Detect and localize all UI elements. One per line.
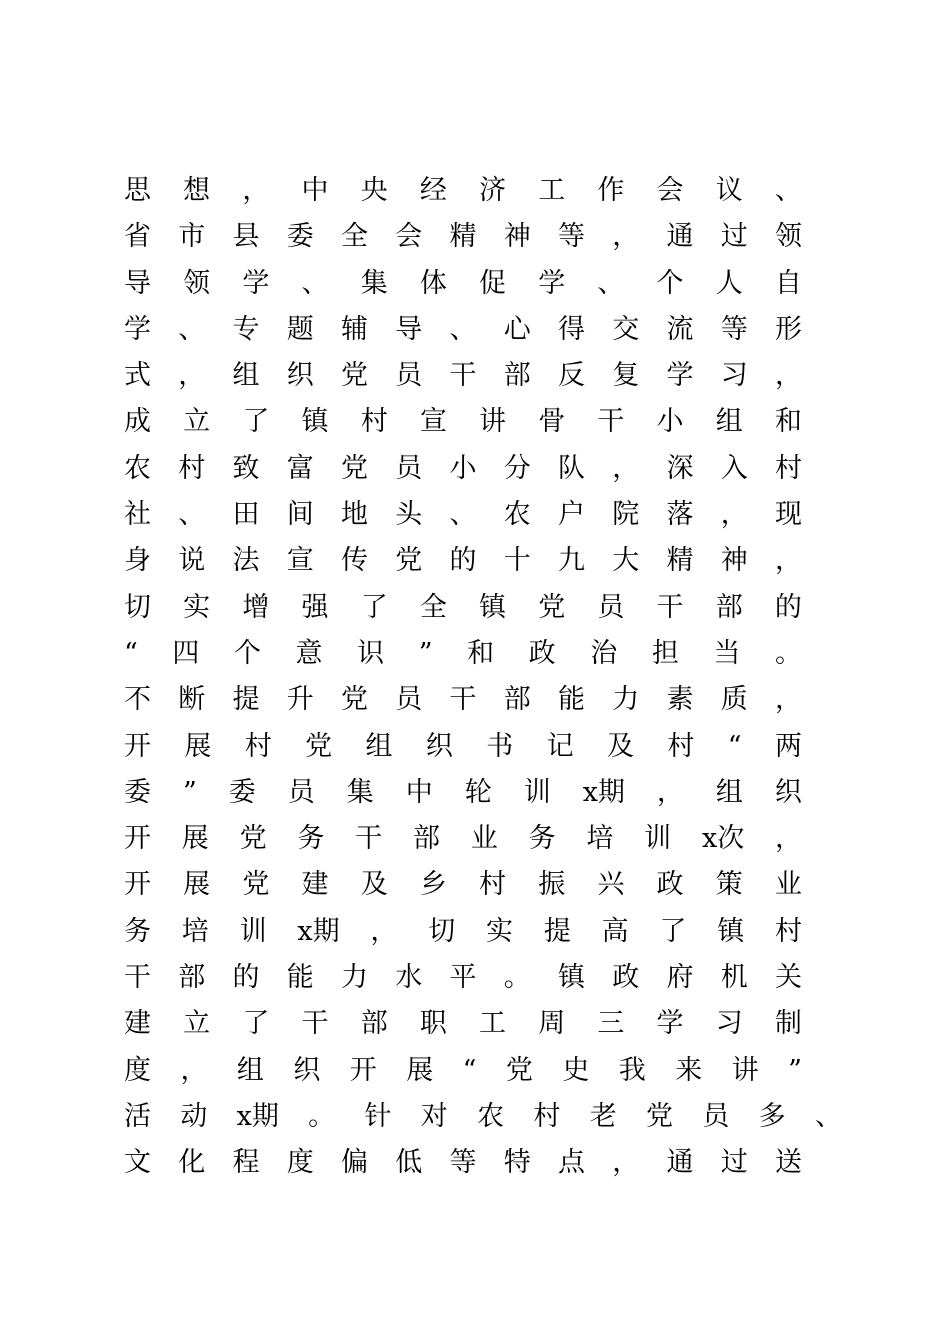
glyph: 及 (360, 869, 388, 901)
glyph: 村 (479, 869, 507, 901)
glyph: 程 (232, 1147, 260, 1179)
glyph: 、 (449, 313, 477, 345)
glyph: 户 (558, 499, 585, 531)
glyph: 员 (395, 452, 423, 484)
glyph: 党 (341, 360, 368, 392)
glyph: ， (242, 175, 270, 206)
glyph: 周 (538, 1008, 566, 1040)
glyph: ， (612, 452, 640, 484)
text-line (124, 214, 802, 260)
glyph: 切 (124, 591, 151, 623)
glyph: 组 (365, 730, 393, 762)
glyph: 辅 (341, 313, 368, 345)
glyph: 建 (301, 869, 329, 901)
glyph: 培 (586, 823, 614, 855)
glyph: 实 (183, 591, 211, 623)
glyph: 能 (558, 684, 585, 716)
glyph: 学 (656, 1008, 684, 1040)
glyph: 文 (124, 1147, 151, 1179)
glyph: 四 (172, 637, 200, 669)
text-line (124, 1140, 802, 1186)
glyph: 讲 (731, 1054, 759, 1086)
glyph: 职 (419, 1008, 447, 1040)
glyph: 党 (505, 1054, 533, 1086)
glyph: 部 (503, 360, 531, 392)
text-line (124, 538, 802, 584)
glyph: 的 (232, 962, 260, 994)
glyph: 素 (666, 684, 694, 716)
glyph: 省 (124, 221, 151, 253)
glyph: 对 (420, 1100, 448, 1132)
glyph: 通 (666, 221, 694, 253)
glyph: 个 (233, 637, 261, 669)
glyph: 、 (814, 1100, 842, 1132)
glyph: 分 (503, 452, 531, 484)
glyph: ， (720, 499, 748, 531)
glyph: 展 (406, 1054, 434, 1086)
glyph: 乡 (419, 869, 447, 901)
glyph: 低 (395, 1147, 423, 1179)
glyph: 心 (503, 313, 531, 345)
glyph: 精 (449, 221, 477, 253)
glyph: 干 (449, 684, 477, 716)
text-line (124, 1001, 802, 1047)
glyph: 识 (357, 637, 385, 669)
glyph: 镇 (301, 406, 329, 438)
glyph: 工 (479, 1008, 507, 1040)
glyph: 展 (184, 730, 212, 762)
glyph: 政 (656, 869, 684, 901)
glyph: 部 (503, 684, 531, 716)
glyph: 农 (503, 499, 531, 531)
glyph: 和 (774, 406, 802, 438)
glyph: 小 (449, 452, 477, 484)
glyph: 不 (124, 684, 151, 716)
glyph: 切 (428, 915, 456, 947)
glyph: 当 (713, 637, 741, 669)
glyph: 导 (124, 267, 151, 299)
glyph: 致 (232, 452, 260, 484)
glyph: 过 (720, 1147, 748, 1179)
glyph: 九 (558, 545, 585, 577)
glyph: 间 (286, 499, 314, 531)
glyph: “ (462, 1054, 477, 1086)
glyph: 兴 (597, 869, 625, 901)
text-line (124, 1048, 802, 1094)
text-line (124, 585, 802, 631)
glyph: 组 (715, 406, 743, 438)
glyph: ， (178, 360, 206, 392)
glyph: 党 (395, 545, 423, 577)
glyph: 、 (597, 267, 625, 299)
glyph: 法 (232, 545, 260, 577)
glyph: 村 (360, 406, 388, 438)
glyph: 神 (720, 545, 748, 577)
glyph: 提 (232, 684, 260, 716)
glyph: 务 (297, 823, 325, 855)
text-line (124, 816, 802, 862)
glyph: 老 (589, 1100, 617, 1132)
body-text (124, 168, 842, 1187)
glyph: 及 (607, 730, 634, 762)
glyph: 平 (449, 962, 477, 994)
glyph: 镇 (558, 962, 585, 994)
glyph: 村 (667, 730, 695, 762)
glyph: 镇 (479, 591, 507, 623)
glyph: 党 (239, 823, 267, 855)
text-line (124, 677, 802, 723)
text-line (124, 492, 802, 538)
text-line (124, 955, 802, 1001)
glyph: 等 (720, 313, 748, 345)
glyph: 策 (715, 869, 743, 901)
text-line (124, 399, 802, 445)
glyph: 全 (341, 221, 368, 253)
glyph: 村 (244, 730, 272, 762)
text-line (124, 261, 802, 307)
glyph: 务 (124, 915, 151, 947)
glyph: 集 (346, 776, 374, 808)
glyph: 训 (644, 823, 672, 855)
glyph: 党 (646, 1100, 674, 1132)
glyph: 工 (538, 175, 566, 206)
glyph: 织 (286, 360, 314, 392)
glyph: 度 (124, 1054, 151, 1086)
glyph: 学 (538, 267, 566, 299)
glyph: 治 (590, 637, 618, 669)
glyph: 大 (612, 545, 640, 577)
glyph: 组 (715, 776, 743, 808)
glyph: 中 (405, 776, 433, 808)
glyph: 委 (286, 221, 314, 253)
glyph: 实 (486, 915, 514, 947)
glyph: 员 (702, 1100, 730, 1132)
glyph: 书 (486, 730, 514, 762)
glyph: 干 (449, 360, 477, 392)
glyph: 开 (349, 1054, 377, 1086)
glyph: 开 (124, 823, 151, 855)
text-line (124, 770, 802, 816)
glyph: 业 (470, 823, 498, 855)
glyph: 政 (528, 637, 556, 669)
glyph: 。 (503, 962, 531, 994)
glyph: 精 (666, 545, 694, 577)
glyph: 两 (774, 730, 802, 762)
glyph: 建 (124, 1008, 151, 1040)
glyph: 学 (666, 360, 694, 392)
glyph: 党 (305, 730, 333, 762)
glyph: 化 (178, 1147, 206, 1179)
glyph: 社 (124, 499, 151, 531)
glyph: 部 (715, 591, 743, 623)
glyph: ” (182, 776, 197, 808)
glyph: 机 (720, 962, 748, 994)
glyph: “ (727, 730, 742, 762)
glyph: 活 (124, 1100, 151, 1132)
glyph: 展 (181, 823, 209, 855)
glyph: 针 (364, 1100, 392, 1132)
glyph: 县 (232, 221, 260, 253)
glyph: 升 (286, 684, 314, 716)
glyph: 意 (295, 637, 323, 669)
glyph: 提 (543, 915, 571, 947)
glyph: 部 (412, 823, 440, 855)
glyph: ， (775, 360, 802, 392)
glyph: 偏 (341, 1147, 368, 1179)
glyph: 形 (775, 313, 802, 345)
glyph: 的 (774, 591, 802, 623)
glyph: 强 (301, 591, 329, 623)
glyph: 领 (775, 221, 802, 253)
glyph: 三 (597, 1008, 625, 1040)
glyph: 关 (775, 962, 802, 994)
glyph: 展 (183, 869, 211, 901)
glyph: 领 (183, 267, 211, 299)
glyph: 身 (124, 545, 151, 577)
glyph: 。 (308, 1100, 336, 1132)
glyph: 十 (503, 545, 531, 577)
glyph: 业 (774, 869, 802, 901)
glyph: 党 (341, 452, 368, 484)
glyph: 高 (601, 915, 629, 947)
glyph: 干 (301, 1008, 329, 1040)
glyph: 专 (232, 313, 260, 345)
glyph: 和 (467, 637, 495, 669)
glyph: 部 (178, 962, 206, 994)
glyph: 农 (477, 1100, 505, 1132)
text-line (124, 631, 802, 677)
glyph: 特 (503, 1147, 531, 1179)
glyph: 题 (286, 313, 314, 345)
glyph: 了 (659, 915, 687, 947)
glyph: 组 (232, 360, 260, 392)
glyph: 立 (183, 406, 211, 438)
glyph: 度 (286, 1147, 314, 1179)
glyph: 振 (538, 869, 566, 901)
glyph: 富 (286, 452, 314, 484)
glyph: 想 (183, 175, 211, 206)
glyph: 了 (360, 591, 388, 623)
glyph: 落 (666, 499, 694, 531)
text-line (124, 862, 802, 908)
glyph: 体 (419, 267, 447, 299)
glyph: 干 (355, 823, 383, 855)
glyph: 促 (479, 267, 507, 299)
glyph: 、 (178, 313, 206, 345)
glyph: 现 (775, 499, 802, 531)
glyph: 作 (597, 175, 625, 206)
glyph: 宣 (419, 406, 447, 438)
glyph: 干 (124, 962, 151, 994)
glyph: 政 (612, 962, 640, 994)
glyph: 习 (715, 1008, 743, 1040)
glyph: 会 (656, 175, 684, 206)
glyph: 开 (124, 869, 151, 901)
glyph: 院 (612, 499, 640, 531)
glyph: 集 (360, 267, 388, 299)
glyph: 质 (720, 684, 748, 716)
glyph: 地 (341, 499, 368, 531)
glyph: 织 (425, 730, 453, 762)
glyph: 。 (774, 637, 802, 669)
glyph: 干 (597, 406, 625, 438)
glyph: 等 (558, 221, 585, 253)
glyph: ” (788, 1054, 802, 1086)
glyph: 会 (395, 221, 423, 253)
glyph: 增 (242, 591, 270, 623)
glyph: 头 (395, 499, 423, 531)
text-line (124, 1094, 842, 1140)
glyph: ， (612, 1147, 640, 1179)
glyph: 送 (775, 1147, 802, 1179)
glyph: 队 (558, 452, 585, 484)
glyph: 党 (341, 684, 368, 716)
glyph: 得 (558, 313, 585, 345)
glyph: 了 (242, 406, 270, 438)
glyph: ， (775, 684, 802, 716)
glyph: 全 (419, 591, 447, 623)
glyph: 镇 (717, 915, 745, 947)
glyph: 议 (715, 175, 743, 206)
glyph: 党 (242, 869, 270, 901)
glyph: 训 (239, 915, 267, 947)
glyph: 员 (395, 360, 423, 392)
glyph: 能 (286, 962, 314, 994)
glyph: 村 (775, 452, 802, 484)
glyph: 央 (360, 175, 388, 206)
glyph: 水 (395, 962, 423, 994)
glyph: 思 (124, 175, 151, 206)
glyph: 宣 (286, 545, 314, 577)
glyph: 轮 (464, 776, 492, 808)
glyph: 史 (562, 1054, 590, 1086)
glyph: 、 (449, 499, 477, 531)
glyph: ， (775, 823, 802, 855)
text-line (124, 168, 802, 214)
glyph: 小 (656, 406, 684, 438)
glyph: ， (370, 915, 398, 947)
glyph: 说 (178, 545, 206, 577)
glyph: 通 (666, 1147, 694, 1179)
glyph: 了 (242, 1008, 270, 1040)
glyph: 府 (666, 962, 694, 994)
glyph: 担 (651, 637, 679, 669)
glyph: “ (124, 637, 138, 669)
glyph: 点 (558, 1147, 585, 1179)
glyph: 人 (715, 267, 743, 299)
glyph: 、 (178, 499, 206, 531)
glyph: 委 (124, 776, 151, 808)
glyph: 委 (228, 776, 256, 808)
glyph: 经 (419, 175, 447, 206)
glyph: 讲 (479, 406, 507, 438)
glyph: 传 (341, 545, 368, 577)
text-line (124, 353, 802, 399)
glyph: 导 (395, 313, 423, 345)
glyph: 断 (178, 684, 206, 716)
glyph: 组 (236, 1054, 264, 1086)
glyph: 农 (124, 452, 151, 484)
glyph: 成 (124, 406, 151, 438)
glyph: 员 (287, 776, 315, 808)
glyph: x次 (701, 823, 745, 855)
glyph: 个 (656, 267, 684, 299)
glyph: x期 (236, 1100, 279, 1132)
glyph: 深 (666, 452, 694, 484)
glyph: 自 (774, 267, 802, 299)
glyph: 干 (656, 591, 684, 623)
glyph: 部 (360, 1008, 388, 1040)
glyph: 复 (612, 360, 640, 392)
glyph: 交 (612, 313, 640, 345)
glyph: 力 (341, 962, 368, 994)
glyph: ， (656, 776, 684, 808)
glyph: 流 (666, 313, 694, 345)
glyph: 务 (528, 823, 556, 855)
glyph: 、 (774, 175, 802, 206)
glyph: 党 (538, 591, 566, 623)
glyph: ， (775, 545, 802, 577)
glyph: 开 (124, 730, 151, 762)
glyph: 的 (449, 545, 477, 577)
glyph: 过 (720, 221, 748, 253)
glyph: 市 (178, 221, 206, 253)
glyph: 记 (546, 730, 574, 762)
glyph: 立 (183, 1008, 211, 1040)
glyph: 村 (533, 1100, 561, 1132)
glyph: 、 (301, 267, 329, 299)
glyph: 学 (124, 313, 151, 345)
glyph: 村 (178, 452, 206, 484)
glyph: 习 (720, 360, 748, 392)
glyph: ， (612, 221, 640, 253)
glyph: 员 (597, 591, 625, 623)
glyph: 训 (523, 776, 551, 808)
glyph: 式 (124, 360, 151, 392)
glyph: 骨 (538, 406, 566, 438)
glyph: 织 (774, 776, 802, 808)
glyph: 等 (449, 1147, 477, 1179)
glyph: 力 (612, 684, 640, 716)
glyph: 村 (775, 915, 802, 947)
glyph: 来 (675, 1054, 703, 1086)
glyph: x期 (582, 776, 625, 808)
glyph: 制 (774, 1008, 802, 1040)
glyph: ， (180, 1054, 208, 1086)
text-line (124, 724, 802, 770)
glyph: 员 (395, 684, 423, 716)
glyph: 济 (479, 175, 507, 206)
glyph: 入 (720, 452, 748, 484)
glyph: 中 (301, 175, 329, 206)
glyph: 反 (558, 360, 585, 392)
glyph: x期 (297, 915, 340, 947)
glyph: 学 (242, 267, 270, 299)
glyph: 神 (503, 221, 531, 253)
text-line (124, 909, 802, 955)
glyph: 田 (232, 499, 260, 531)
glyph: 织 (293, 1054, 321, 1086)
glyph: 动 (180, 1100, 208, 1132)
text-line (124, 446, 802, 492)
glyph: 我 (618, 1054, 646, 1086)
text-line (124, 307, 802, 353)
glyph: 多 (758, 1100, 786, 1132)
glyph: ” (418, 637, 433, 669)
glyph: 培 (181, 915, 209, 947)
